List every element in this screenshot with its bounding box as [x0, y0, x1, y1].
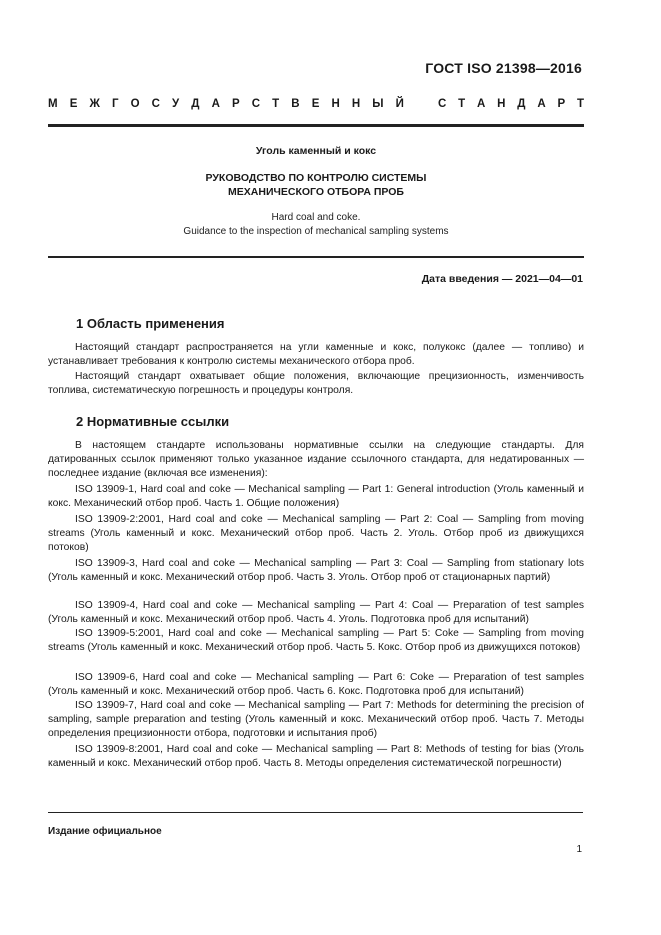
- reference-item: ISO 13909-1, Hard coal and coke — Mechanical sampling — Part 1: General introduction (Уголь каменный и кокс. Механический отбор проб. Часть 1. Общие положения): [48, 484, 584, 509]
- edition-label: Издание официальное: [48, 826, 162, 837]
- reference-item: ISO 13909-2:2001, Hard coal and coke — Mechanical sampling — Part 2: Coal — Sampling from moving streams (Уголь каменный и кокс. Механический отбор проб. Часть 2. Уголь. Отбор проб из движущихся потоков): [48, 514, 584, 553]
- banner-letter: Т: [458, 98, 466, 110]
- banner-letter: Й: [395, 98, 404, 110]
- banner-letter: О: [130, 98, 140, 110]
- section-2-heading: 2 Нормативные ссылки: [76, 414, 230, 429]
- title-en-line-1: Hard coal and coke.: [271, 212, 361, 223]
- section-1-paragraph: Настоящий стандарт распространяется на угли каменные и кокс, полукокс (далее — топливо) и устанавливает требования к контролю системы механического отбора проб.: [48, 342, 584, 367]
- banner-letter: Ы: [372, 98, 384, 110]
- standard-number: ГОСТ ISO 21398—2016: [425, 60, 582, 76]
- banner-letter: Ж: [89, 98, 100, 110]
- banner-letter: Е: [69, 98, 78, 110]
- title-divider: [48, 256, 584, 258]
- banner-letter: Г: [111, 98, 119, 110]
- banner-letter: Н: [497, 98, 506, 110]
- banner-letter: Р: [231, 98, 240, 110]
- reference-item: ISO 13909-7, Hard coal and coke — Mechanical sampling — Part 7: Methods for determining the precision of sampling, sample preparation and testing (Уголь каменный и кокс. Механический отбор проб. Часть 7. Методы определения прецизионности отбора, подготовки и испытания проб): [48, 700, 584, 739]
- page-number: 1: [576, 844, 582, 855]
- footer-divider: [48, 812, 583, 813]
- banner-letter: Р: [557, 98, 566, 110]
- title-en-line-2: Guidance to the inspection of mechanical sampling systems: [183, 226, 449, 237]
- banner-letter: А: [211, 98, 220, 110]
- section-1-heading: 1 Область применения: [76, 316, 225, 331]
- banner-letter: Н: [331, 98, 340, 110]
- section-1-paragraph: Настоящий стандарт охватывает общие положения, включающие прецизионность, изменчивость топлива, систематическую погрешность и процедуры контроля.: [48, 371, 584, 396]
- banner-word-standard: [438, 98, 584, 110]
- banner-word-interstate: [48, 98, 404, 110]
- banner-letter: Е: [311, 98, 320, 110]
- banner-letter: М: [48, 98, 58, 110]
- section-2-paragraph: В настоящем стандарте использованы нормативные ссылки на следующие стандарты. Для датированных ссылок применяют только указанное издание ссылочного стандарта, для недатированных — последнее издание (включая все изменения):: [48, 440, 584, 479]
- banner-letter: С: [151, 98, 160, 110]
- document-title-ru: [48, 171, 584, 199]
- reference-item: ISO 13909-8:2001, Hard coal and coke — Mechanical sampling — Part 8: Methods of testing for bias (Уголь каменный и кокс. Механический отбор проб. Часть 8. Методы определения систематической погрешности): [48, 744, 584, 769]
- introduction-date: Дата введения — 2021—04—01: [421, 273, 583, 285]
- banner-letter: Д: [517, 98, 526, 110]
- reference-item: ISO 13909-6, Hard coal and coke — Mechanical sampling — Part 6: Coke — Preparation of test samples (Уголь каменный и кокс. Механический отбор проб. Часть 6. Кокс. Подготовка проб для испытаний): [48, 672, 584, 697]
- document-title-en: [48, 211, 584, 239]
- interstate-standard-banner: [48, 98, 584, 110]
- reference-item: ISO 13909-5:2001, Hard coal and coke — Mechanical sampling — Part 5: Coke — Sampling from moving streams (Уголь каменный и кокс. Механический отбор проб. Часть 5. Кокс. Отбор проб из движущихся потоков): [48, 628, 584, 653]
- banner-letter: А: [537, 98, 546, 110]
- banner-letter: В: [291, 98, 300, 110]
- header-divider: [48, 124, 584, 127]
- banner-letter: С: [251, 98, 261, 110]
- title-ru-line-2: МЕХАНИЧЕСКОГО ОТБОРА ПРОБ: [228, 186, 404, 198]
- banner-letter: Д: [191, 98, 200, 110]
- banner-letter: Т: [576, 98, 584, 110]
- reference-item: ISO 13909-4, Hard coal and coke — Mechanical sampling — Part 4: Coal — Preparation of test samples (Уголь каменный и кокс. Механический отбор проб. Часть 4. Уголь. Подготовка проб для испытаний): [48, 600, 584, 625]
- banner-letter: Н: [351, 98, 361, 110]
- title-ru-line-1: РУКОВОДСТВО ПО КОНТРОЛЮ СИСТЕМЫ: [205, 172, 427, 184]
- banner-letter: С: [438, 98, 447, 110]
- subject-title: Уголь каменный и кокс: [255, 145, 377, 157]
- banner-letter: А: [477, 98, 486, 110]
- reference-item: ISO 13909-3, Hard coal and coke — Mechanical sampling — Part 3: Coal — Sampling from stationary lots (Уголь каменный и кокс. Механический отбор проб. Часть 3. Уголь. Отбор проб от стационарных партий): [48, 558, 584, 583]
- banner-letter: Т: [272, 98, 280, 110]
- banner-letter: У: [172, 98, 180, 110]
